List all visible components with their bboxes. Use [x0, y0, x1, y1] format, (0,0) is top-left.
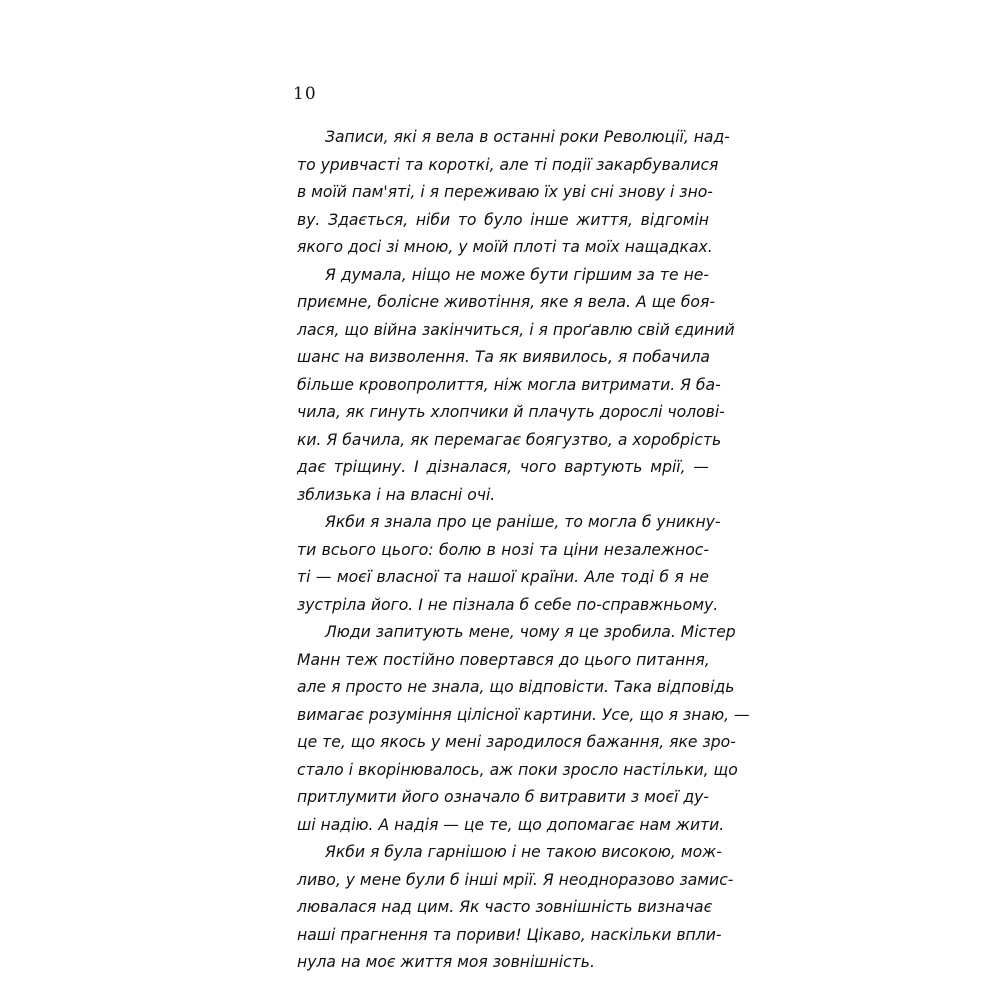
text-line: але я просто не знала, що відповісти. Така відповідь: [297, 678, 735, 696]
text-line: ву. Здається, ніби то було інше життя, відгомін: [297, 210, 709, 229]
text-line: дає тріщину. І дізналася, чого вартують мрії, —: [297, 458, 709, 476]
text-line: чила, як гинуть хлопчики й плачуть дорослі чолові-: [297, 403, 725, 421]
text-line: ливо, у мене були б інші мрії. Я неодноразово замис-: [297, 870, 734, 889]
paragraph: [297, 124, 730, 262]
text-line: ки. Я бачила, як перемагає боягузтво, а хоробрість: [297, 430, 722, 449]
paragraph: [297, 839, 734, 977]
text-line: зблизька і на власні очі.: [297, 485, 496, 504]
text-line: ші надію. А надія — це те, що допомагає нам жити.: [297, 815, 725, 834]
text-line: то уривчасті та короткі, але ті події закарбувалися: [297, 155, 719, 174]
text-line: Люди запитують мене, чому я це зробила. Містер: [325, 623, 736, 641]
page-number: 10: [293, 84, 317, 104]
text-line: ті — моєї власної та нашої країни. Але тоді б я не: [297, 568, 709, 586]
body-text: [297, 124, 750, 977]
paragraph: [297, 509, 721, 619]
text-line: якого досі зі мною, у моїй плоті та моїх нащадках.: [297, 238, 713, 256]
paragraph: [297, 262, 735, 510]
text-line: Записи, які я вела в останні роки Революції, над-: [325, 128, 730, 146]
text-line: зустріла його. І не пізнала б себе по-справжньому.: [297, 595, 719, 614]
text-line: вимагає розуміння цілісної картини. Усе, що я знаю, —: [297, 705, 750, 724]
text-line: стало і вкорінювалось, аж поки зросло настільки, що: [297, 760, 738, 779]
text-line: в моїй пам'яті, і я переживаю їх уві сні знову і зно-: [297, 183, 713, 201]
text-line: притлумити його означало б витравити з моєї ду-: [297, 788, 709, 806]
text-line: більше кровопролиття, ніж могла витримати. Я ба-: [297, 375, 721, 394]
text-line: це те, що якось у мені зародилося бажання, яке зро-: [297, 733, 736, 751]
text-line: ти всього цього: болю в нозі та ціни незалежнос-: [297, 540, 709, 559]
text-line: шанс на визволення. Та як виявилось, я побачила: [297, 348, 710, 366]
text-line: Я думала, ніщо не може бути гіршим за те не-: [325, 265, 709, 284]
text-line: лася, що війна закінчиться, і я проґавлю свій єдиний: [297, 320, 735, 339]
text-line: приємне, болісне животіння, яке я вела. А ще боя-: [297, 293, 715, 311]
text-line: лювалася над цим. Як часто зовнішність визначає: [297, 898, 713, 916]
text-line: нула на моє життя моя зовнішність.: [297, 953, 595, 971]
text-line: наші прагнення та пориви! Цікаво, наскільки впли-: [297, 925, 722, 944]
paragraph: [297, 619, 750, 839]
text-line: Якби я знала про це раніше, то могла б уникну-: [325, 513, 721, 531]
text-line: Якби я була гарнішою і не такою високою, мож-: [325, 843, 722, 861]
text-line: Манн теж постійно повертався до цього питання,: [297, 650, 710, 669]
